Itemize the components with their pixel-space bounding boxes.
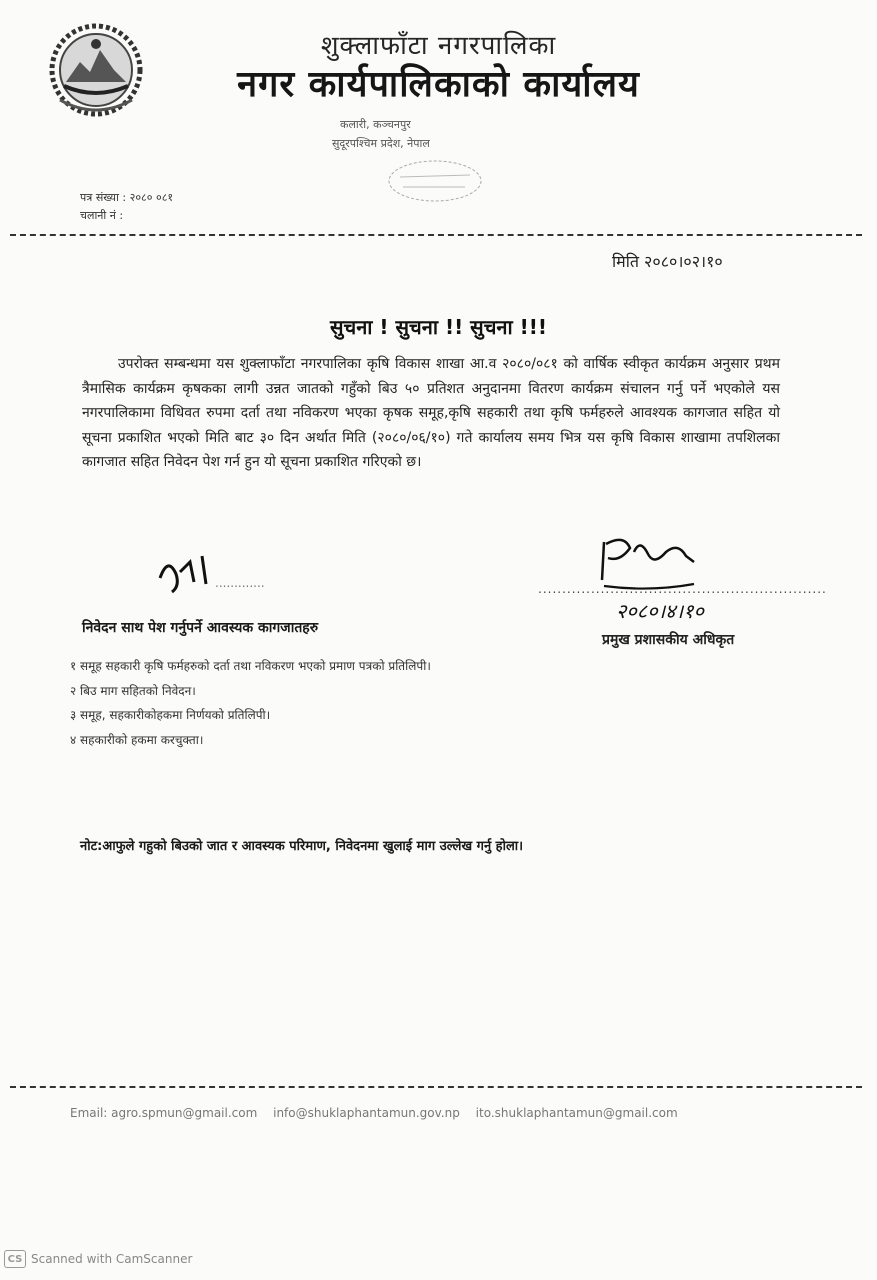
list-item: १ समूह सहकारी कृषि फर्महरुको दर्ता तथा नविकरण भएको प्रमाण पत्रको प्रतिलिपी। <box>70 659 431 673</box>
required-documents-list <box>70 657 431 755</box>
camscanner-icon: CS <box>4 1250 26 1268</box>
signatory-title: प्रमुख प्रशासकीय अधिकृत <box>602 632 735 648</box>
address-line-1: कलारी, कञ्चनपुर <box>340 118 411 131</box>
notice-title: सुचना ! सुचना !! सुचना !!! <box>329 315 548 339</box>
camscanner-badge <box>4 1250 192 1268</box>
letter-date: मिति २०८०।०२।१० <box>612 252 723 271</box>
header-divider <box>10 234 862 236</box>
email-info[interactable]: info@shuklaphantamun.gov.np <box>273 1106 460 1120</box>
signature-dotted-line: ............................................................ <box>538 582 827 596</box>
officer-signature <box>590 532 770 622</box>
required-documents-heading: निवेदन साथ पेश गर्नुपर्ने आवस्यक कागजातहरु <box>82 620 319 636</box>
footer-divider <box>10 1086 862 1088</box>
notice-body: उपरोक्त सम्बन्धमा यस शुक्लाफाँटा नगरपालिका कृषि विकास शाखा आ.व २०८०/०८१ को वार्षिक स्वीकृत कार्यक्रम अनुसार प्रथम त्रैमासिक कार्यक्रम कृषकका लागी उन्नत जातको गहुँको बिउ ५० प्रतिशत अनुदानमा वितरण कार्यक्रम संचालन गर्नु पर्ने भएकोले यस नगरपालिकामा विधिवत रुपमा दर्ता तथा नविकरण भएका कृषक समूह,कृषि सहकारी तथा कृषि फर्महरुले आवश्यक कागजात सहित यो सूचना प्रकाशित भएको मिति बाट ३० दिन अर्थात मिति (२०८०/०६/१०) गते कार्यालय समय भित्र यस कृषि विकास शाखामा तपशिलका कागजात सहित निवेदन पेश गर्न हुन यो सूचना प्रकाशित गरिएको छ। <box>82 356 780 470</box>
list-item: ३ समूह, सहकारीकोहकमा निर्णयको प्रतिलिपी। <box>70 708 271 722</box>
reference-number: पत्र संख्या : २०८० ०८१ <box>80 191 174 204</box>
address-line-2: सुदूरपश्चिम प्रदेश, नेपाल <box>332 137 430 150</box>
list-item: ४ सहकारीको हकमा करचुक्ता। <box>70 732 204 747</box>
email-agro[interactable]: Email: agro.spmun@gmail.com <box>70 1106 258 1120</box>
municipality-name: शुक्लाफाँटा नगरपालिका <box>320 31 557 61</box>
camscanner-text: Scanned with CamScanner <box>31 1252 193 1266</box>
contact-footer <box>70 1106 690 1120</box>
initials-dotted-line: ............. <box>215 576 265 590</box>
signature-date: २०८०।४।१० <box>616 599 704 622</box>
note-text: नोट:आफुले गहुको बिउको जात र आवस्यक परिमाण, निवेदनमा खुलाई माग उल्लेख गर्नु होला। <box>80 839 524 854</box>
list-item: २ बिउ माग सहितको निवेदन। <box>70 683 196 698</box>
email-ito[interactable]: ito.shuklaphantamun@gmail.com <box>475 1106 678 1120</box>
office-name: नगर कार्यपालिकाको कार्यालय <box>237 64 640 105</box>
dispatch-number: चलानी नं : <box>80 209 124 222</box>
office-stamp <box>385 157 485 205</box>
